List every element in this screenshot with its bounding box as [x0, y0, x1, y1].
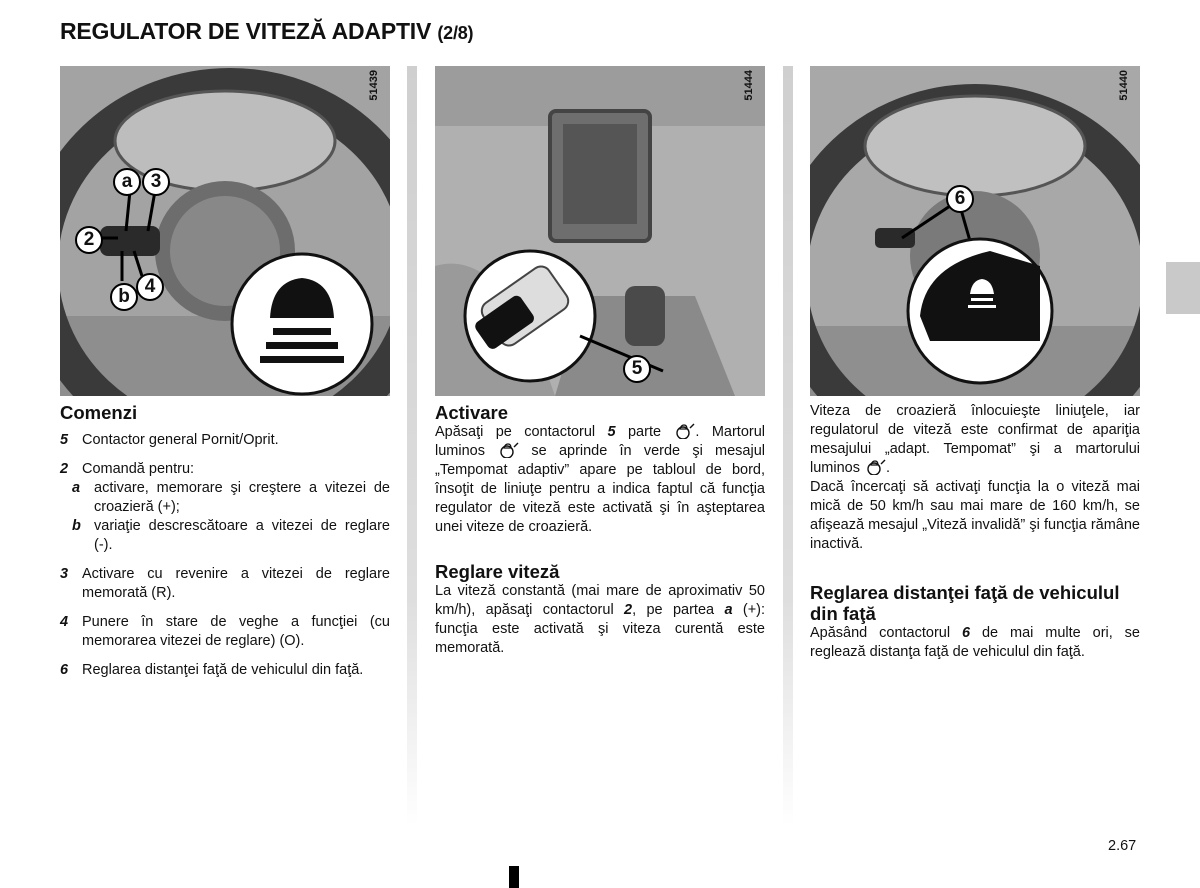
- text-run: (+): funcţia este activată şi viteza curentă este memorată.: [435, 602, 766, 656]
- figure-number: 51444: [743, 70, 755, 101]
- page-title: [60, 18, 473, 45]
- sub-item: [72, 517, 390, 555]
- title-part: (2/8): [437, 23, 474, 43]
- text-run: Viteza de croazieră înlocuieşte liniuţele, iar regulatorul de viteză este confirmat de apariţia mesajului „adapt. Tempomat” şi a martorului luminos: [810, 403, 1140, 476]
- figure-steering-controls: [60, 66, 390, 396]
- callout-3: 3: [142, 168, 170, 196]
- text-run: , pe partea: [632, 602, 715, 618]
- section-heading: Comenzi: [60, 402, 138, 423]
- sub-item: [72, 479, 390, 517]
- item-text-main: Comandă pentru:: [82, 461, 195, 477]
- page-number: 2.67: [1108, 838, 1137, 854]
- column-separator: [407, 66, 417, 826]
- callout-b: b: [110, 283, 138, 311]
- item-key: 3: [60, 566, 69, 582]
- figure-distance-button: [810, 66, 1140, 396]
- figure-console-switch: [435, 66, 765, 396]
- list-item: [60, 613, 390, 651]
- item-text: Punere în stare de veghe a funcţiei (cu memorarea vitezei de reglare) (O).: [82, 614, 390, 649]
- item-text: [72, 460, 390, 555]
- text-run: parte: [627, 424, 662, 440]
- adaptive-cruise-icon: [673, 423, 695, 439]
- column-distance: [810, 402, 1140, 662]
- item-key: 2: [60, 461, 69, 477]
- section-heading: Activare: [435, 402, 509, 423]
- sub-key: b: [72, 518, 81, 534]
- sub-text: activare, memorare şi creştere a vitezei de croazieră (+);: [94, 480, 390, 515]
- section-heading: Reglare viteză: [435, 561, 560, 582]
- callout-a: a: [113, 168, 141, 196]
- column-commands: [60, 402, 390, 690]
- list-item: [60, 460, 390, 555]
- text-run: de mai multe ori, se reglează distanţa faţă de vehiculul din faţă.: [810, 625, 1140, 660]
- section-heading: Reglarea distanţei faţă de vehiculul din faţă: [810, 582, 1120, 624]
- callout-4: 4: [136, 273, 164, 301]
- adaptive-cruise-icon: [864, 459, 886, 475]
- key-ref: 5: [607, 424, 616, 440]
- text-run: Apăsaţi pe contactorul: [435, 424, 596, 440]
- item-text: Contactor general Pornit/Oprit.: [82, 432, 279, 448]
- key-ref: 2: [624, 602, 633, 618]
- column-separator: [783, 66, 793, 826]
- text-run: La viteză constantă (mai mare de aproximativ 50 km/h), apăsaţi contactorul: [435, 583, 765, 618]
- list-item: [60, 661, 390, 680]
- column-activation: [435, 402, 765, 658]
- item-key: 4: [60, 614, 69, 630]
- callout-5: 5: [623, 355, 651, 383]
- item-text: Reglarea distanţei faţă de vehiculul din faţă.: [82, 662, 364, 678]
- callout-2: 2: [75, 226, 103, 254]
- key-ref: a: [724, 602, 733, 618]
- invalid-speed-paragraph: Dacă încercaţi să activaţi funcţia la o viteză mai mică de 50 km/h sau mai mare de 160 km/h, se afişează mesajul „Viteză invalidă” şi funcţia rămâne inactivă.: [810, 479, 1140, 552]
- chapter-tab: [1166, 262, 1200, 314]
- speed-paragraph: [435, 582, 765, 658]
- item-text: Activare cu revenire a vitezei de reglare memorată (R).: [82, 566, 390, 601]
- text-run: . Martorul luminos: [435, 424, 765, 459]
- sub-key: a: [72, 480, 81, 496]
- item-key: 6: [60, 662, 69, 678]
- figure-number: 51440: [1118, 70, 1130, 101]
- figure-number: 51439: [368, 70, 380, 101]
- list-item: [60, 565, 390, 603]
- text-run: se aprinde în verde şi mesajul „Tempomat adaptiv” apare pe tabloul de bord, însoţit de liniuţe pentru a indica faptul că funcţia regulator de viteză este activată şi în aşteptarea unei viteze de croazieră.: [435, 443, 765, 535]
- callout-6: 6: [946, 185, 974, 213]
- print-mark: [509, 866, 519, 888]
- distance-paragraph: [810, 624, 1140, 662]
- confirm-paragraph: [810, 402, 1140, 478]
- activation-paragraph: [435, 423, 765, 537]
- text-run: Apăsând contactorul: [810, 625, 951, 641]
- text-run: .: [886, 460, 891, 476]
- list-item: [60, 431, 390, 450]
- item-key: 5: [60, 432, 69, 448]
- key-ref: 6: [961, 625, 971, 641]
- sub-text: variaţie descrescătoare a vitezei de reglare (-).: [94, 518, 390, 553]
- title-text: REGULATOR DE VITEZĂ ADAPTIV: [60, 18, 432, 44]
- adaptive-cruise-icon: [497, 442, 519, 458]
